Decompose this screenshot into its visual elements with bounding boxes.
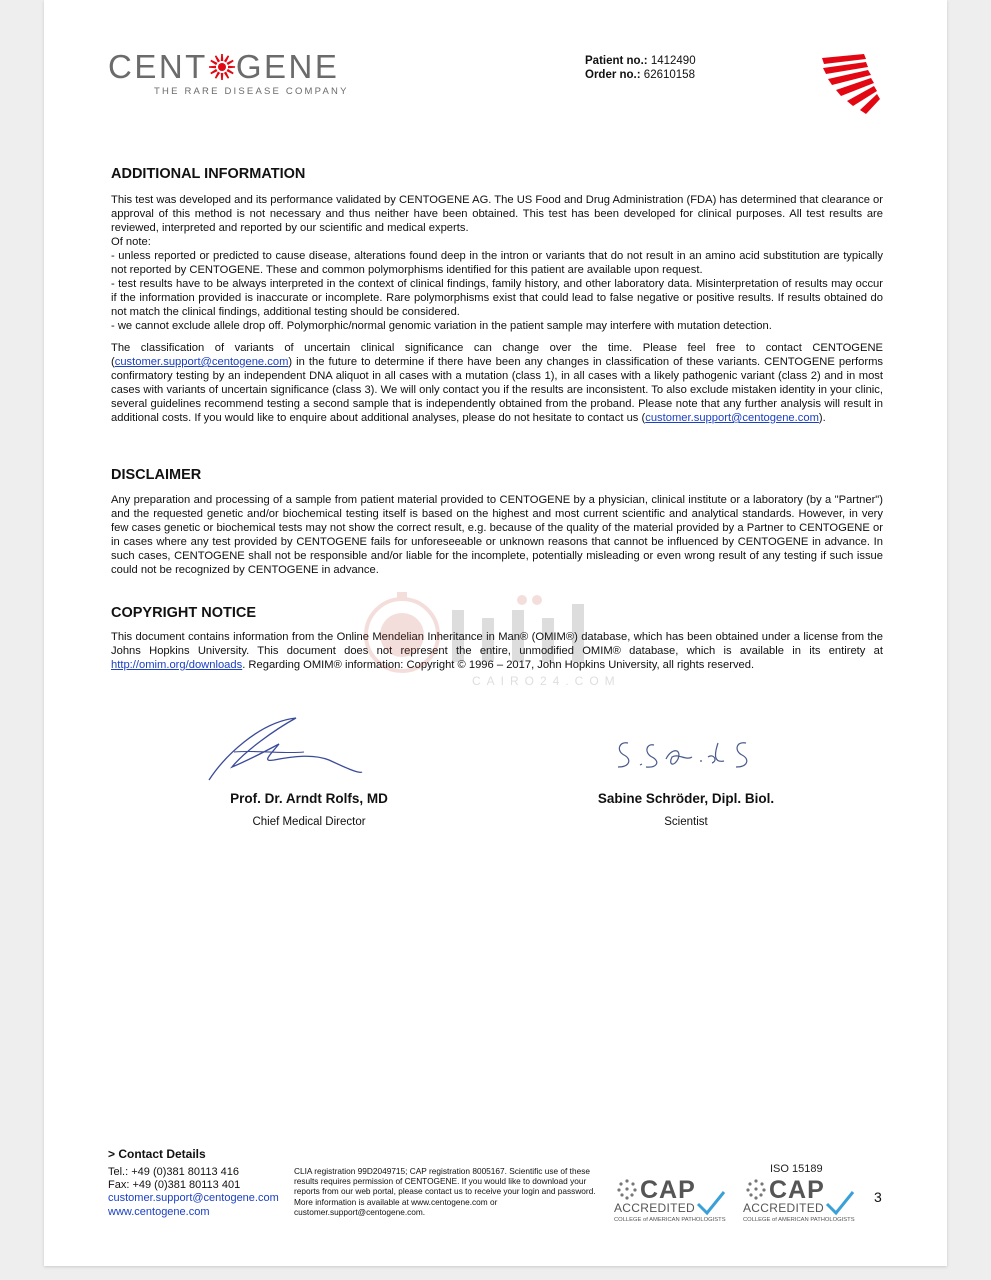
cap-subtitle: COLLEGE of AMERICAN PATHOLOGISTS <box>743 1217 855 1223</box>
checkmark-icon <box>825 1190 855 1216</box>
iso-label: ISO 15189 <box>770 1163 823 1175</box>
cap-subtitle: COLLEGE of AMERICAN PATHOLOGISTS <box>614 1217 726 1223</box>
cap-accreditation-badge <box>614 1170 726 1222</box>
disclaimer-body: Any preparation and processing of a sample from patient material provided to CENTOGENE by a physician, clinical institute or a laboratory (by a "Partner") and the requested genetic and/or biochemical testing itself is based on the highest and most current scientific and analytical standards. However, in very few cases genetic or biochemical tests may not show the correct result, e.g. because of the quality of the material provided by a Partner to CENTOGENE or in cases where any test provided by CENTOGENE fails for unforeseeable or unknown reasons that cannot be influenced by CENTOGENE in advance. In such cases, CENTOGENE shall not be responsible and/or liable for the incomplete, potentially misleading or even wrong result of any testing if such issue could not be recognized by CENTOGENE in advance. <box>111 494 883 576</box>
brand-rays-icon <box>820 52 886 118</box>
additional-info-body <box>111 193 883 333</box>
registration-note: CLIA registration 99D2049715; CAP registration 8005167. Scientific use of these results requires permission of CENTOGENE. If you would like to download your reports from our web portal, please contact us to receive your login and password. More information is available at www.centogene.com or customer.support@centogene.com. <box>294 1166 596 1217</box>
cap-title: CAP <box>769 1176 825 1204</box>
copyright-heading: COPYRIGHT NOTICE <box>111 605 257 621</box>
watermark-text: CAIRO24.COM <box>472 674 621 688</box>
checkmark-icon <box>696 1190 726 1216</box>
contact-email-link[interactable]: customer.support@centogene.com <box>108 1192 279 1205</box>
support-email-link[interactable]: customer.support@centogene.com <box>114 356 289 368</box>
logo-text-left: CENT <box>108 48 208 85</box>
note-item: - test results have to be always interpreted in the context of clinical findings, family history, and other laboratory data. Misinterpretation of results may occur if the information provided is inaccurate or incomplete. Rare polymorphisms exist that could lead to false negative or positive results. If results obtained do not match the clinical findings, additional testing should be considered. <box>111 278 883 318</box>
signature-schroeder-icon <box>614 735 774 775</box>
cap-dots-icon <box>745 1178 767 1200</box>
cap-accredited: ACCREDITED <box>743 1201 825 1215</box>
cap-iso-accreditation-badge <box>743 1170 855 1222</box>
copyright-text: This document contains information from the Online Mendelian Inheritance in Man® (OMIM®) database, which has been obtained under a license from the Johns Hopkins University. This document does not represent the entire, unmodified OMIM® database, which is available in its entirety at <box>111 631 883 657</box>
signatory-name: Prof. Dr. Arndt Rolfs, MD <box>230 791 388 806</box>
disclaimer-heading: DISCLAIMER <box>111 467 202 483</box>
copyright-text: . Regarding OMIM® information: Copyright © 1996 – 2017, John Hopkins University, all rights reserved. <box>242 659 755 671</box>
sun-logo-icon <box>208 53 236 81</box>
classification-text: ). <box>818 412 826 424</box>
cap-accredited: ACCREDITED <box>614 1201 696 1215</box>
contact-tel: Tel.: +49 (0)381 80113 416 <box>108 1166 239 1178</box>
patient-number: 1412490 <box>650 55 696 67</box>
cap-title: CAP <box>640 1176 696 1204</box>
classification-text: The classification of variants of uncertain clinical significance can change over the time. Please feel free to contact CENTOGENE ( <box>111 342 883 368</box>
patient-info <box>585 54 696 82</box>
centogene-logo <box>108 48 339 86</box>
logo-text-right: GENE <box>235 48 340 85</box>
contact-heading: > Contact Details <box>108 1147 206 1161</box>
order-number: 62610158 <box>643 69 695 81</box>
document-page <box>44 0 947 1266</box>
signature-rolfs-icon <box>204 712 369 787</box>
of-note-label: Of note: <box>111 236 151 248</box>
additional-info-paragraph: This test was developed and its performance validated by CENTOGENE AG. The US Food and Drug Administration (FDA) has determined that clearance or approval of this method is not necessary and thus neither have been obtained. This test has been developed for clinical purposes. All test results are reviewed, interpreted and reported by our scientific and medical experts. <box>111 194 883 234</box>
signatory-name: Sabine Schröder, Dipl. Biol. <box>597 791 775 806</box>
classification-paragraph <box>111 341 883 425</box>
cap-dots-icon <box>616 1178 638 1200</box>
support-email-link[interactable]: customer.support@centogene.com <box>645 412 819 424</box>
watermark <box>362 590 632 695</box>
signatory-role: Chief Medical Director <box>252 816 366 828</box>
note-item: - we cannot exclude allele drop off. Polymorphic/normal genomic variation in the patient sample may interfere with mutation detection. <box>111 320 772 332</box>
contact-details <box>108 1166 279 1219</box>
omim-link[interactable]: http://omim.org/downloads <box>111 659 243 671</box>
logo-tagline: THE RARE DISEASE COMPANY <box>154 86 349 97</box>
note-item: - unless reported or predicted to cause disease, alterations found deep in the intron or variants that do not result in an amino acid substitution are typically not reported by CENTOGENE. These and common polymorphisms identified for this patient are available upon request. <box>111 250 883 276</box>
page-number: 3 <box>874 1189 882 1205</box>
order-label: Order no.: <box>585 69 641 81</box>
patient-label: Patient no.: <box>585 55 648 67</box>
classification-text: ) in the future to determine if there have been any changes in classification of these variants. CENTOGENE performs confirmatory testing by an independent DNA aliquot in all cases with a mutation (class 1), in all cases with a likely pathogenic variant (class 2) and in most cases with variants of uncertain significance (class 3). We will only contact you if the results are inconsistent. To also exclude mistaken identity in your clinic, several guidelines recommend testing a second sample that is independently obtained from the proband. Please note that any further analysis will result in additional costs. If you would like to enquire about additional analyses, please do not hesitate to contact us ( <box>111 356 883 424</box>
contact-fax: Fax: +49 (0)381 80113 401 <box>108 1179 241 1192</box>
website-link[interactable]: www.centogene.com <box>108 1205 210 1218</box>
signatory-role: Scientist <box>664 816 708 828</box>
additional-info-heading: ADDITIONAL INFORMATION <box>111 166 306 182</box>
